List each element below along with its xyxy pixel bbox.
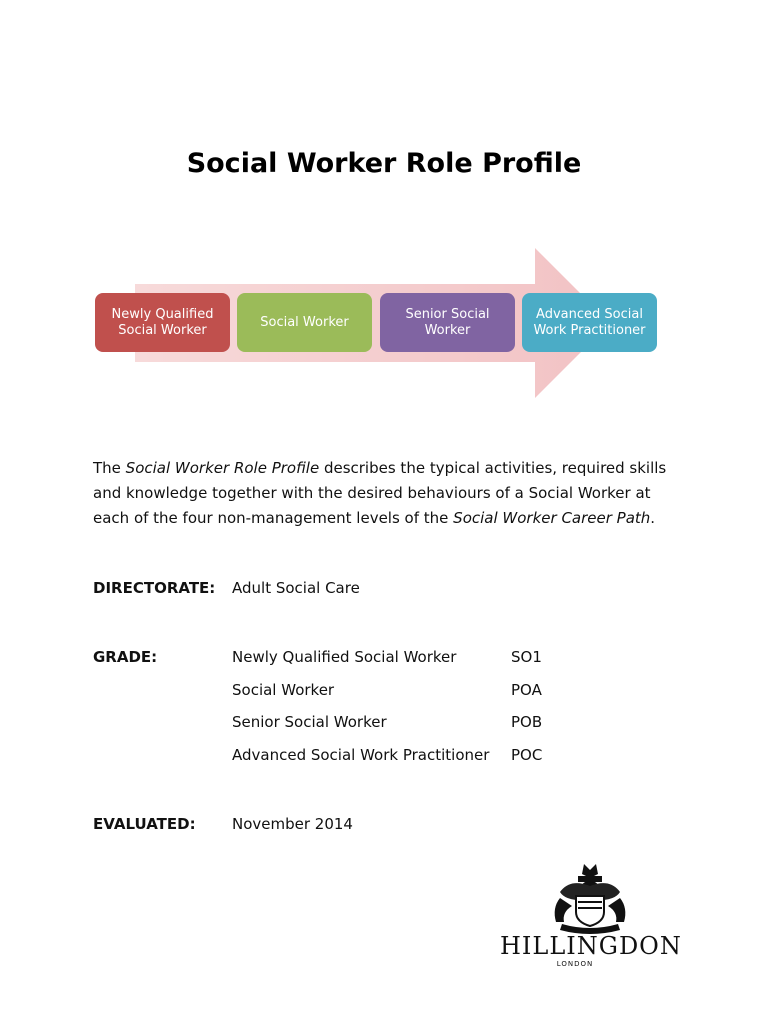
grade-code: POA	[511, 681, 542, 699]
hillingdon-logo	[500, 862, 680, 972]
page-title: Social Worker Role Profile	[186, 148, 582, 179]
grade-role: Advanced Social Work Practitioner	[232, 746, 490, 764]
grade-role: Social Worker	[232, 681, 335, 699]
intro-paragraph: The Social Worker Role Profile describes the typical activities, required skills and knowledge together with the desired behaviours of a Social Worker at each of the four non-management levels of the Social Worker Career Path.	[93, 459, 667, 527]
grade-role: Newly Qualified Social Worker	[232, 648, 457, 666]
grade-code: POB	[511, 713, 543, 731]
stage-advanced-practitioner: Advanced Social Work Practitioner	[522, 293, 657, 352]
coat-of-arms-icon	[500, 862, 680, 934]
grade-code: POC	[511, 746, 543, 764]
stage-newly-qualified: Newly Qualified Social Worker	[95, 293, 230, 352]
grade-code: SO1	[511, 648, 542, 666]
evaluated-value: November 2014	[232, 815, 353, 833]
stage-senior-social-worker: Senior Social Worker	[380, 293, 515, 352]
logo-name: HILLINGDON	[500, 932, 682, 960]
grade-label: GRADE:	[93, 648, 158, 666]
stage-social-worker: Social Worker	[237, 293, 372, 352]
grade-role: Senior Social Worker	[232, 713, 387, 731]
evaluated-label: EVALUATED:	[93, 815, 196, 833]
logo-subtitle: LONDON	[556, 960, 594, 968]
directorate-label: DIRECTORATE:	[93, 579, 216, 597]
directorate-value: Adult Social Care	[232, 579, 360, 597]
